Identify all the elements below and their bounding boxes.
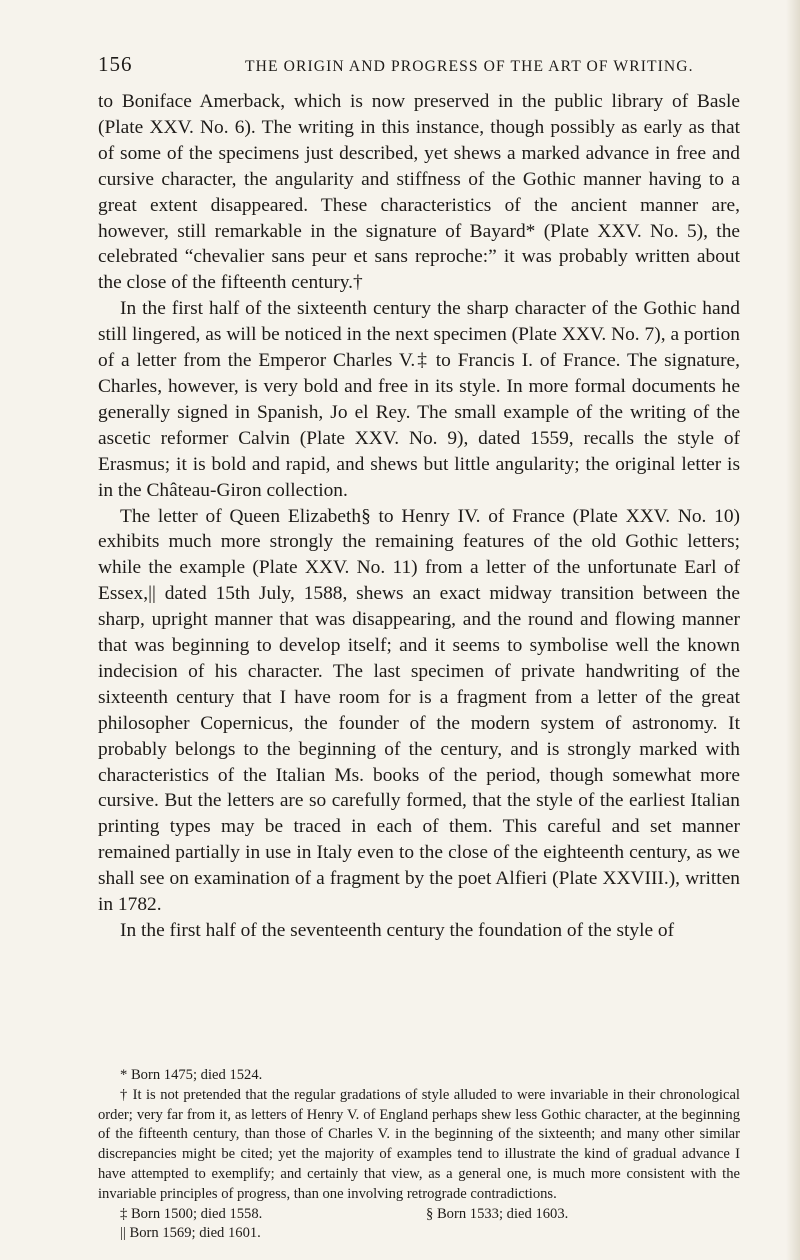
paragraph: to Boniface Amerback, which is now preserved in the public library of Basle (Plate XXV. No. 6). The writing in this instance, though possibly as early as that of some of the specimens just described, yet shews a marked advance in free and cursive character, the angularity and stiffness of the Gothic manner having to a great extent disappeared. These characteristics of the ancient manner are, however, still remarkable in the signature of Bayard* (Plate XXV. No. 5), the celebrated “chevalier sans peur et sans reproche:” it was probably written about the close of the fifteenth century.†	[98, 91, 740, 294]
paragraph: The letter of Queen Elizabeth§ to Henry IV. of France (Plate XXV. No. 10) exhibits much more strongly the remaining features of the old Gothic letters; while the example (Plate XXV. No. 11) from a letter of the unfortunate Earl of Essex,|| dated 15th July, 1588, shews an exact midway transition between the sharp, upright manner that was disappearing, and the round and flowing manner that was beginning to develop itself; and it seems to symbolise well the known indecision of his character. The last specimen of private handwriting of the sixteenth century that I have room for is a fragment from a letter of the great philosopher Copernicus, the founder of the modern system of astronomy. It probably belongs to the beginning of the century, and is strongly marked with characteristics of the Italian Ms. books of the period, though somewhat more cursive. But the letters are so carefully formed, that the style of the earliest Italian printing types may be traced in each of them. This careful and set manner remained partially in use in Italy even to the close of the eighteenth century, as we shall see on examination of a fragment by the poet Alfieri (Plate XXVIII.), written in 1782.	[98, 505, 740, 916]
footnote-elizabeth: § Born 1533; died 1603.	[426, 1205, 569, 1222]
page-header	[98, 52, 738, 78]
paragraph: In the first half of the seventeenth century the foundation of the style of	[120, 920, 675, 941]
page-number: 156	[98, 52, 133, 76]
body-text	[98, 89, 740, 944]
footnotes	[98, 1066, 740, 1244]
page-edge-shadow	[786, 0, 800, 1260]
footnote-charles: ‡ Born 1500; died 1558.	[120, 1205, 263, 1222]
footnote-bayard: * Born 1475; died 1524.	[120, 1067, 263, 1083]
footnote-essex: || Born 1569; died 1601.	[120, 1225, 261, 1242]
footnote-gradations: † It is not pretended that the regular gradations of style alluded to were invariable in their chronological order; very far from it, as letters of Henry V. of England perhaps shew less Gothic character, at the beginning of the fifteenth century, than those of Charles V. in the beginning of the sixteenth; and many other similar discrepancies might be cited; yet the majority of examples tend to illustrate the kind of gradual advance I have attempted to exemplify; and certainly that view, as a general one, is much more consistent with the invariable principles of progress, than one involving retrograde contradictions.	[98, 1086, 740, 1202]
running-head: THE ORIGIN AND PROGRESS OF THE ART OF WRITING.	[245, 58, 694, 75]
paragraph: In the first half of the sixteenth century the sharp character of the Gothic hand still lingered, as will be noticed in the next specimen (Plate XXV. No. 7), a portion of a letter from the Emperor Charles V.‡ to Francis I. of France. The signature, Charles, however, is very bold and free in its style. In more formal documents he generally signed in Spanish, Jo el Rey. The small example of the writing of the ascetic reformer Calvin (Plate XXV. No. 9), dated 1559, recalls the style of Erasmus; it is bold and rapid, and shews but little angularity; the original letter is in the Château-Giron collection.	[98, 298, 740, 501]
footnote-row	[98, 1205, 740, 1225]
